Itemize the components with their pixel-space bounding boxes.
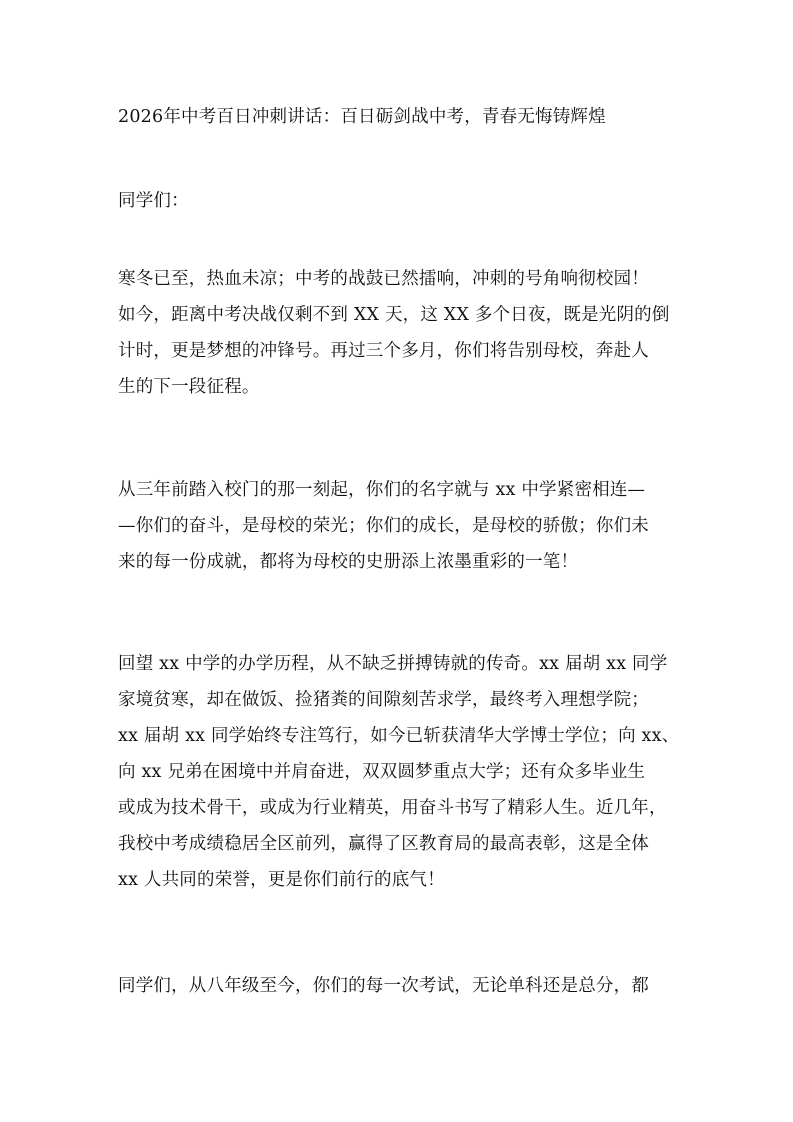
paragraph-line: —你们的奋斗，是母校的荣光；你们的成长，是母校的骄傲；你们未 bbox=[118, 516, 649, 536]
paragraph-line: 我校中考成绩稳居全区前列，赢得了区教育局的最高表彰，这是全体 bbox=[118, 834, 649, 854]
paragraph-line: 向 xx 兄弟在困境中并肩奋进，双双圆梦重点大学；还有众多毕业生 bbox=[118, 762, 646, 782]
document-title: 2026年中考百日冲刺讲话：百日砺剑战中考，青春无悔铸辉煌 bbox=[118, 107, 606, 127]
paragraph-line: 如今，距离中考决战仅剩不到 XX 天，这 XX 多个日夜，既是光阴的倒 bbox=[118, 305, 670, 325]
paragraph-line: 来的每一份成就，都将为母校的史册添上浓墨重彩的一笔！ bbox=[118, 552, 579, 572]
paragraph-line: 寒冬已至，热血未凉；中考的战鼓已然擂响，冲刺的号角响彻校园！ bbox=[118, 269, 649, 289]
paragraph-line: 计时，更是梦想的冲锋号。再过三个多月，你们将告别母校，奔赴人 bbox=[118, 341, 649, 361]
paragraph-line: 生的下一段征程。 bbox=[118, 377, 260, 397]
paragraph-line: 同学们，从八年级至今，你们的每一次考试，无论单科还是总分，都 bbox=[118, 976, 649, 996]
paragraph-line: xx 届胡 xx 同学始终专注笃行，如今已斩获清华大学博士学位；向 xx、 bbox=[118, 726, 680, 746]
paragraph-line: xx 人共同的荣誉，更是你们前行的底气！ bbox=[118, 870, 445, 890]
greeting: 同学们： bbox=[118, 191, 189, 211]
paragraph-line: 或成为技术骨干，或成为行业精英，用奋斗书写了精彩人生。近几年， bbox=[118, 798, 667, 818]
paragraph-line: 回望 xx 中学的办学历程，从不缺乏拼搏铸就的传奇。xx 届胡 xx 同学 bbox=[118, 654, 668, 674]
paragraph-line: 家境贫寒，却在做饭、捡猪粪的间隙刻苦求学，最终考入理想学院； bbox=[118, 690, 649, 710]
paragraph-line: 从三年前踏入校门的那一刻起，你们的名字就与 xx 中学紧密相连— bbox=[118, 480, 646, 500]
